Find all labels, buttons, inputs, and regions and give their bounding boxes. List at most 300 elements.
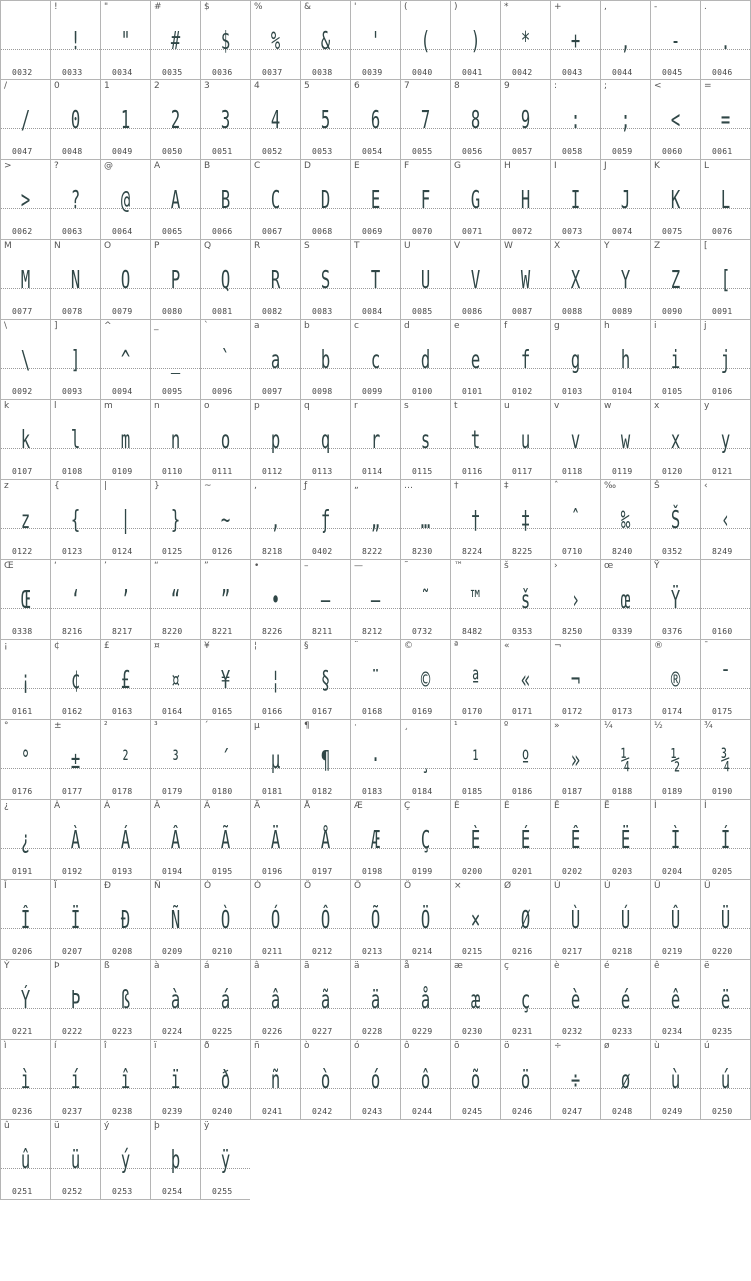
glyph-code: 0205	[712, 867, 733, 876]
glyph-cell	[300, 640, 350, 720]
glyph-label: §	[304, 641, 309, 651]
glyph-cell	[200, 240, 250, 320]
glyph-cell	[0, 1120, 50, 1200]
glyph-sample: &	[320, 26, 331, 55]
glyph-cell	[700, 800, 751, 880]
glyph-cell	[400, 0, 450, 80]
glyph-cell	[200, 880, 250, 960]
glyph-code: 0109	[112, 467, 133, 476]
glyph-label: •	[254, 561, 260, 571]
glyph-cell	[550, 720, 600, 800]
glyph-cell	[400, 960, 450, 1040]
glyph-sample: Ê	[570, 825, 581, 854]
glyph-code: 0229	[412, 1027, 433, 1036]
glyph-cell	[100, 240, 150, 320]
glyph-code: 0090	[662, 307, 683, 316]
glyph-sample: T	[370, 265, 381, 294]
glyph-label: ‚	[254, 481, 257, 491]
glyph-sample: Þ	[70, 985, 81, 1014]
glyph-code: 0079	[112, 307, 133, 316]
glyph-label: l	[54, 401, 57, 411]
glyph-code: 0198	[362, 867, 383, 876]
glyph-sample: á	[220, 985, 231, 1014]
glyph-cell	[400, 80, 450, 160]
glyph-code: 0168	[362, 707, 383, 716]
glyph-code: 0049	[112, 147, 133, 156]
glyph-cell	[100, 800, 150, 880]
glyph-cell	[350, 400, 400, 480]
glyph-label: ¼	[604, 721, 613, 731]
glyph-code: 0221	[12, 1027, 33, 1036]
glyph-cell	[400, 800, 450, 880]
glyph-code: 0033	[62, 68, 83, 77]
glyph-sample: [	[720, 265, 731, 294]
glyph-sample: J	[620, 185, 631, 214]
glyph-cell	[600, 400, 650, 480]
glyph-sample: å	[420, 985, 431, 1014]
glyph-sample: 2	[170, 105, 181, 134]
glyph-cell	[500, 560, 550, 640]
glyph-sample: £	[120, 665, 131, 694]
glyph-cell	[100, 0, 150, 80]
glyph-sample: X	[570, 265, 581, 294]
glyph-cell	[50, 960, 100, 1040]
glyph-label: ™	[454, 561, 463, 571]
glyph-label: °	[4, 721, 9, 731]
glyph-sample: w	[620, 425, 631, 454]
glyph-label: í	[54, 1041, 57, 1051]
glyph-sample: Ô	[320, 905, 331, 934]
glyph-cell	[350, 80, 400, 160]
glyph-sample: <	[670, 105, 681, 134]
glyph-label: ¹	[454, 721, 458, 731]
glyph-sample: L	[720, 185, 731, 214]
glyph-cell	[50, 400, 100, 480]
glyph-sample: k	[20, 425, 31, 454]
glyph-label: I	[554, 161, 557, 171]
glyph-code: 0066	[212, 227, 233, 236]
glyph-sample: ”	[220, 585, 231, 614]
glyph-cell	[500, 640, 550, 720]
glyph-label: 2	[154, 81, 160, 91]
glyph-sample: ^	[120, 345, 131, 374]
glyph-label: p	[254, 401, 260, 411]
glyph-cell	[250, 0, 300, 80]
glyph-sample: Ë	[620, 825, 631, 854]
glyph-cell	[600, 80, 650, 160]
glyph-label: Æ	[354, 801, 363, 811]
glyph-label: Œ	[4, 561, 14, 571]
glyph-sample: t	[470, 425, 481, 454]
glyph-code: 0072	[512, 227, 533, 236]
glyph-code: 0181	[262, 787, 283, 796]
glyph-sample: ;	[620, 105, 631, 134]
glyph-sample: ˆ	[570, 505, 581, 534]
glyph-code: 0180	[212, 787, 233, 796]
glyph-label: ´	[204, 721, 209, 731]
glyph-cell	[550, 0, 600, 80]
glyph-sample: ±	[70, 745, 81, 774]
glyph-code: 0230	[462, 1027, 483, 1036]
glyph-cell	[100, 400, 150, 480]
glyph-code: 0163	[112, 707, 133, 716]
glyph-code: 0041	[462, 68, 483, 77]
glyph-sample: ?	[70, 185, 81, 214]
glyph-label: ¡	[4, 641, 8, 651]
glyph-code: 0228	[362, 1027, 383, 1036]
glyph-cell	[400, 320, 450, 400]
glyph-code: 0074	[612, 227, 633, 236]
glyph-code: 0069	[362, 227, 383, 236]
glyph-sample: —	[370, 585, 381, 614]
glyph-label: Õ	[354, 881, 362, 891]
glyph-sample: {	[70, 505, 81, 534]
glyph-code: 0236	[12, 1107, 33, 1116]
glyph-label: ú	[704, 1041, 710, 1051]
glyph-code: 0081	[212, 307, 233, 316]
glyph-code: 0102	[512, 387, 533, 396]
glyph-label: ß	[104, 961, 110, 971]
glyph-cell	[50, 160, 100, 240]
glyph-label: Î	[4, 881, 7, 891]
glyph-sample: ¦	[270, 665, 281, 694]
glyph-cell	[350, 1040, 400, 1120]
glyph-code: 0075	[662, 227, 683, 236]
glyph-label: é	[604, 961, 610, 971]
glyph-code: 0197	[312, 867, 333, 876]
glyph-code: 0247	[562, 1107, 583, 1116]
glyph-label: µ	[254, 721, 260, 731]
glyph-label: Û	[654, 881, 661, 891]
glyph-label: g	[554, 321, 560, 331]
glyph-label: '	[354, 2, 357, 12]
glyph-label: ª	[454, 641, 459, 651]
glyph-code: 0200	[462, 867, 483, 876]
glyph-code: 0095	[162, 387, 183, 396]
glyph-label: j	[704, 321, 707, 331]
glyph-code: 0042	[512, 68, 533, 77]
glyph-sample: ¹	[470, 745, 481, 774]
glyph-label: M	[4, 241, 12, 251]
glyph-code: 0217	[562, 947, 583, 956]
glyph-label: »	[554, 721, 560, 731]
glyph-code: 0118	[562, 467, 583, 476]
glyph-code: 0054	[362, 147, 383, 156]
glyph-cell	[200, 720, 250, 800]
glyph-sample: Q	[220, 265, 231, 294]
glyph-cell	[200, 960, 250, 1040]
glyph-sample: Ð	[120, 905, 131, 934]
glyph-code: 0047	[12, 147, 33, 156]
glyph-label: 3	[204, 81, 210, 91]
glyph-code: 0112	[262, 467, 283, 476]
glyph-sample: ˜	[420, 585, 431, 614]
glyph-code: 0053	[312, 147, 333, 156]
glyph-cell	[150, 560, 200, 640]
glyph-cell	[0, 400, 50, 480]
glyph-label: $	[204, 2, 210, 12]
glyph-sample: "	[120, 26, 131, 55]
glyph-label: ·	[354, 721, 357, 731]
glyph-label: +	[554, 2, 562, 12]
glyph-cell	[650, 480, 700, 560]
glyph-label: [	[704, 241, 708, 251]
glyph-sample: §	[320, 665, 331, 694]
glyph-code: 8216	[62, 627, 83, 636]
glyph-sample: þ	[170, 1145, 181, 1174]
glyph-code: 0037	[262, 68, 283, 77]
glyph-code: 0034	[112, 68, 133, 77]
glyph-sample: Ý	[20, 985, 31, 1014]
glyph-code: 0188	[612, 787, 633, 796]
glyph-label: X	[554, 241, 561, 251]
glyph-label: m	[104, 401, 113, 411]
glyph-sample: ã	[320, 985, 331, 1014]
glyph-sample: @	[120, 185, 131, 214]
glyph-cell	[650, 1040, 700, 1120]
glyph-cell	[550, 880, 600, 960]
glyph-label: r	[354, 401, 358, 411]
glyph-label: z	[4, 481, 9, 491]
glyph-label: ë	[704, 961, 710, 971]
glyph-label: è	[554, 961, 560, 971]
glyph-label: Á	[104, 801, 111, 811]
glyph-code: 8222	[362, 547, 383, 556]
glyph-cell	[150, 240, 200, 320]
glyph-label: E	[354, 161, 360, 171]
glyph-sample: 4	[270, 105, 281, 134]
glyph-label: „	[354, 481, 359, 491]
glyph-code: 0108	[62, 467, 83, 476]
glyph-code: 0190	[712, 787, 733, 796]
glyph-cell	[0, 880, 50, 960]
glyph-cell	[400, 880, 450, 960]
glyph-sample: â	[270, 985, 281, 1014]
glyph-sample: ©	[420, 665, 431, 694]
glyph-sample: B	[220, 185, 231, 214]
glyph-code: 0073	[562, 227, 583, 236]
glyph-label: 6	[354, 81, 360, 91]
glyph-label: ô	[404, 1041, 410, 1051]
glyph-code: 0098	[312, 387, 333, 396]
glyph-cell	[550, 320, 600, 400]
glyph-code: 0253	[112, 1187, 133, 1196]
glyph-code: 0237	[62, 1107, 83, 1116]
glyph-sample: ö	[520, 1065, 531, 1094]
glyph-label: 8	[454, 81, 460, 91]
glyph-label: Ù	[554, 881, 561, 891]
glyph-code: 0171	[512, 707, 533, 716]
glyph-sample: ç	[520, 985, 531, 1014]
glyph-label: ä	[354, 961, 360, 971]
glyph-sample: ý	[120, 1145, 131, 1174]
glyph-cell	[200, 560, 250, 640]
glyph-cell	[200, 1040, 250, 1120]
glyph-label: ®	[654, 641, 663, 651]
glyph-sample: ‹	[720, 505, 731, 534]
glyph-sample: ¤	[170, 665, 181, 694]
glyph-label: Ú	[604, 881, 611, 891]
glyph-code: 0094	[112, 387, 133, 396]
glyph-cell	[250, 1040, 300, 1120]
glyph-sample: Ç	[420, 825, 431, 854]
glyph-label: d	[404, 321, 410, 331]
glyph-code: 0218	[612, 947, 633, 956]
glyph-label: £	[104, 641, 110, 651]
glyph-sample: Ò	[220, 905, 231, 934]
glyph-label: B	[204, 161, 211, 171]
glyph-sample: l	[70, 425, 81, 454]
glyph-label: ó	[354, 1041, 360, 1051]
glyph-label: s	[404, 401, 409, 411]
glyph-label: D	[304, 161, 311, 171]
glyph-code: 0206	[12, 947, 33, 956]
glyph-sample: g	[570, 345, 581, 374]
glyph-label: æ	[454, 961, 463, 971]
glyph-code: 0175	[712, 707, 733, 716]
glyph-code: 0120	[662, 467, 683, 476]
glyph-label: ¦	[254, 641, 258, 651]
glyph-code: 0055	[412, 147, 433, 156]
glyph-cell	[350, 880, 400, 960]
glyph-code: 0244	[412, 1107, 433, 1116]
glyph-sample: V	[470, 265, 481, 294]
glyph-sample: ¾	[720, 745, 731, 774]
glyph-cell	[50, 800, 100, 880]
glyph-sample: O	[120, 265, 131, 294]
glyph-sample: %	[270, 26, 281, 55]
glyph-code: 0076	[712, 227, 733, 236]
glyph-cell	[50, 0, 100, 80]
glyph-cell	[450, 800, 500, 880]
glyph-code: 8218	[262, 547, 283, 556]
glyph-cell	[100, 480, 150, 560]
glyph-code: 8217	[112, 627, 133, 636]
glyph-cell	[300, 0, 350, 80]
glyph-sample: »	[570, 745, 581, 774]
glyph-label: …	[404, 481, 413, 491]
glyph-label: `	[204, 321, 209, 331]
glyph-code: 0091	[712, 307, 733, 316]
glyph-label: "	[104, 2, 109, 12]
glyph-cell	[550, 480, 600, 560]
glyph-sample: ü	[70, 1145, 81, 1174]
glyph-code: 0093	[62, 387, 83, 396]
glyph-code: 0186	[512, 787, 533, 796]
glyph-label: ³	[154, 721, 158, 731]
glyph-sample: Ã	[220, 825, 231, 854]
glyph-cell	[0, 0, 50, 80]
glyph-label: ˜	[404, 561, 409, 571]
glyph-cell	[450, 560, 500, 640]
glyph-label: ÿ	[204, 1121, 210, 1131]
glyph-label: /	[4, 81, 8, 91]
glyph-cell	[400, 240, 450, 320]
glyph-label: o	[204, 401, 210, 411]
glyph-label: a	[254, 321, 260, 331]
glyph-cell	[150, 0, 200, 80]
glyph-sample: ä	[370, 985, 381, 1014]
glyph-cell	[450, 960, 500, 1040]
glyph-sample: 5	[320, 105, 331, 134]
glyph-label: 4	[254, 81, 260, 91]
glyph-label: ‹	[704, 481, 708, 491]
glyph-code: 0111	[212, 467, 233, 476]
glyph-cell	[200, 320, 250, 400]
glyph-code: 0352	[662, 547, 683, 556]
glyph-code: 0084	[362, 307, 383, 316]
glyph-code: 0234	[662, 1027, 683, 1036]
glyph-code: 0119	[612, 467, 633, 476]
glyph-label: ö	[504, 1041, 510, 1051]
glyph-sample: ²	[120, 745, 131, 774]
glyph-cell	[650, 400, 700, 480]
glyph-cell	[650, 240, 700, 320]
glyph-cell	[0, 720, 50, 800]
glyph-cell	[700, 880, 751, 960]
glyph-label: @	[104, 161, 113, 171]
glyph-cell	[250, 880, 300, 960]
glyph-label: à	[154, 961, 160, 971]
glyph-label: ²	[104, 721, 108, 731]
glyph-label: #	[154, 2, 162, 12]
glyph-code: 0192	[62, 867, 83, 876]
glyph-code: 0162	[62, 707, 83, 716]
glyph-label: å	[404, 961, 410, 971]
glyph-sample: M	[20, 265, 31, 294]
glyph-code: 0376	[662, 627, 683, 636]
glyph-cell	[650, 960, 700, 1040]
glyph-cell	[50, 80, 100, 160]
glyph-cell	[700, 80, 751, 160]
glyph-code: 0089	[612, 307, 633, 316]
glyph-label: Â	[154, 801, 161, 811]
glyph-label: ü	[54, 1121, 60, 1131]
glyph-cell	[0, 80, 50, 160]
glyph-label: n	[154, 401, 160, 411]
glyph-code: 0059	[612, 147, 633, 156]
glyph-sample: q	[320, 425, 331, 454]
glyph-cell	[350, 560, 400, 640]
glyph-code: 0032	[12, 68, 33, 77]
glyph-label: ±	[54, 721, 62, 731]
glyph-code: 0242	[312, 1107, 333, 1116]
glyph-sample: º	[520, 745, 531, 774]
glyph-cell	[650, 160, 700, 240]
glyph-sample: 1	[120, 105, 131, 134]
glyph-code: 0056	[462, 147, 483, 156]
glyph-sample: Ì	[670, 825, 681, 854]
glyph-cell	[700, 720, 751, 800]
glyph-label: î	[104, 1041, 107, 1051]
glyph-code: 0092	[12, 387, 33, 396]
glyph-label: ¢	[54, 641, 60, 651]
glyph-sample: j	[720, 345, 731, 374]
glyph-label: J	[604, 161, 607, 171]
glyph-code: 0087	[512, 307, 533, 316]
glyph-code: 0065	[162, 227, 183, 236]
glyph-cell	[150, 80, 200, 160]
glyph-code: 8482	[462, 627, 483, 636]
glyph-cell	[100, 1120, 150, 1200]
glyph-label: Ñ	[154, 881, 161, 891]
glyph-sample: …	[420, 505, 431, 534]
glyph-sample: •	[270, 585, 281, 614]
glyph-cell	[150, 720, 200, 800]
glyph-sample: `	[220, 345, 231, 374]
glyph-cell	[0, 960, 50, 1040]
glyph-label: š	[504, 561, 509, 571]
